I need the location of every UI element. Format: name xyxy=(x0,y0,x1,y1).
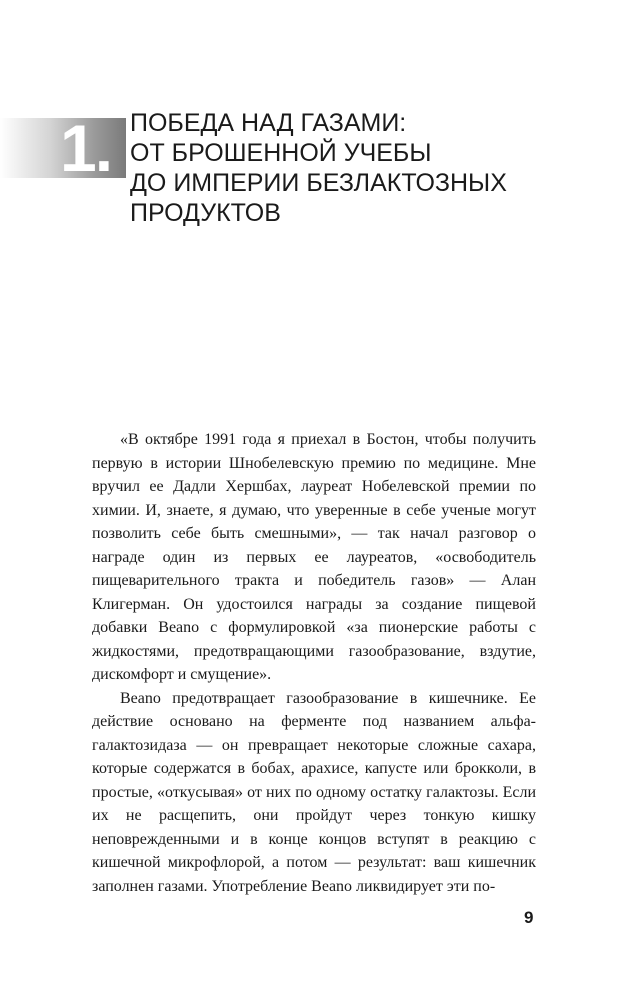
body-text xyxy=(92,428,536,898)
chapter-title xyxy=(130,108,610,228)
chapter-title-line: ПОБЕДА НАД ГАЗАМИ: xyxy=(130,109,407,137)
chapter-title-line: ПРОДУКТОВ xyxy=(130,199,281,227)
chapter-title-line: ДО ИМПЕРИИ БЕЗЛАКТОЗНЫХ xyxy=(130,169,507,197)
chapter-heading xyxy=(0,108,644,248)
paragraph: Beano предотвращает газообразование в кишечнике. Ее действие основано на ферменте под названием альфа-галактозидаза — он превращает некоторые сложные сахара, которые содержатся в бобах, арахисе, капусте или брокколи, в простые, «откусывая» от них по одному остатку галактозы. Если их не расщепить, они пройдут через тонкую кишку неповрежденными и в конце концов вступят в реакцию с кишечной микрофлорой, а потом — результат: ваш кишечник заполнен газами. Употребление Beano ликвидирует эти по- xyxy=(92,689,536,895)
paragraph: «В октябре 1991 года я приехал в Бостон, чтобы получить первую в истории Шнобелевскую премию по медицине. Мне вручил ее Дадли Хершбах, лауреат Нобелевской премии по химии. И, знаете, я думаю, что уверенные в себе ученые могут позволить себе быть смешными», — так начал разговор о награде один из первых ее лауреатов, «освободитель пищеварительного тракта и победитель газов» — Алан Клигерман. Он удостоился награды за создание пищевой добавки Beano с формулировкой «за пионерские работы с жидкостями, предотвращающими газообразование, вздутие, дискомфорт и смущение». xyxy=(92,431,536,683)
page-number: 9 xyxy=(524,908,534,927)
chapter-title-line: ОТ БРОШЕННОЙ УЧЕБЫ xyxy=(130,139,432,167)
chapter-number: 1. xyxy=(60,111,112,185)
